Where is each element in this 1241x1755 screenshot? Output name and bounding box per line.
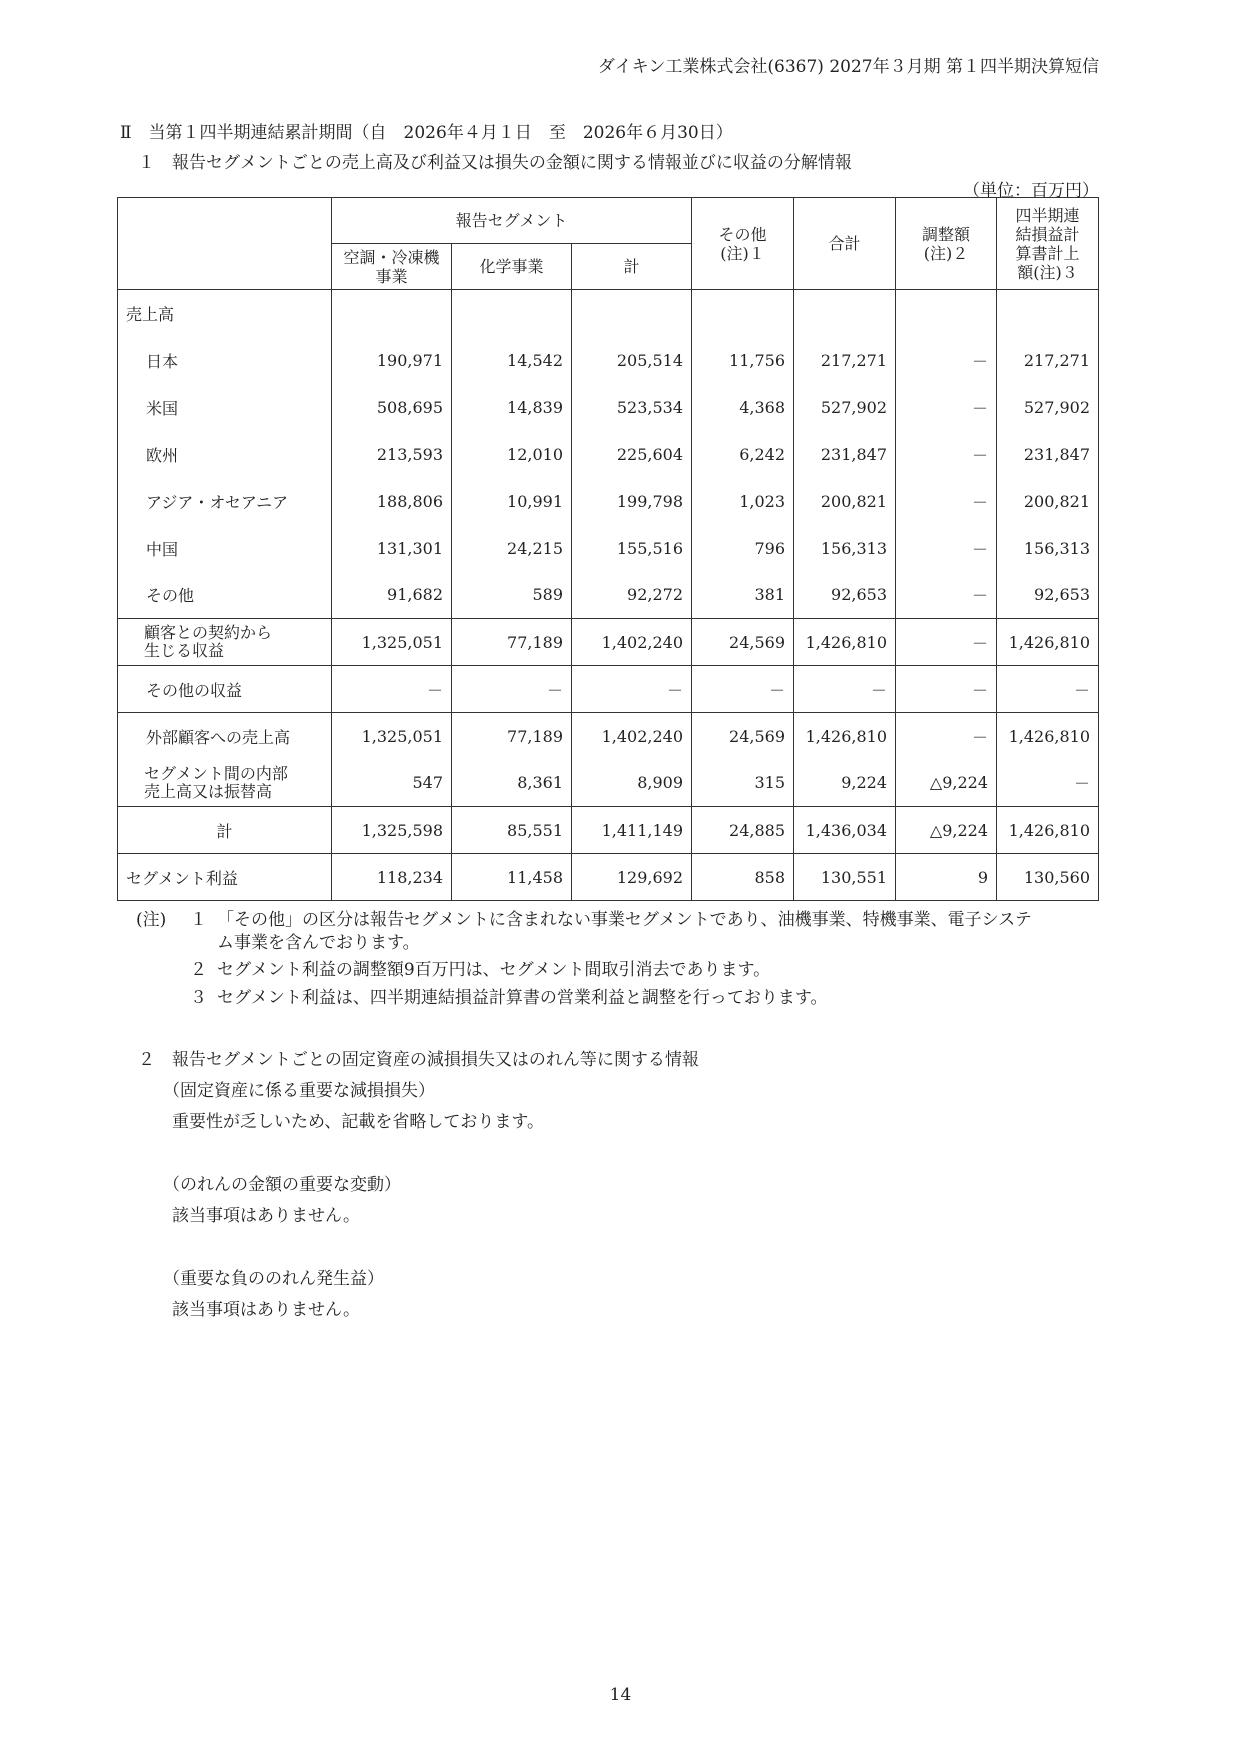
header-total: 合計 <box>794 198 896 290</box>
table-row: 中国 131,301 24,215 155,516 796 156,313 － 156,313 <box>118 525 1099 572</box>
table-row: アジア・オセアニア 188,806 10,991 199,798 1,023 200,821 － 200,821 <box>118 478 1099 525</box>
header-reportable-segment: 報告セグメント <box>332 198 692 244</box>
table-row-segment-profit: セグメント利益 118,234 11,458 129,692 858 130,551 9 130,560 <box>118 854 1099 901</box>
header-adjustment: 調整額 (注)２ <box>896 198 997 290</box>
table-row: その他 91,682 589 92,272 381 92,653 － 92,653 <box>118 572 1099 619</box>
document-header: ダイキン工業株式会社(6367) 2027年３月期 第１四半期決算短信 <box>597 57 1099 77</box>
header-other: その他 (注)１ <box>692 198 794 290</box>
note-1-line-1: 「その他」の区分は報告セグメントに含まれない事業セグメントであり、油機事業、特機事業、電子システ <box>217 910 1032 930</box>
note-3-number: ３ <box>190 988 207 1008</box>
notes-heading: (注) <box>136 910 167 930</box>
table-row-total: 計 1,325,598 85,551 1,411,149 24,885 1,436,034 △9,224 1,426,810 <box>118 807 1099 854</box>
table-row-other-revenue: その他の収益 － － － － － － － <box>118 666 1099 713</box>
unit-label: （単位：百万円） <box>963 181 1099 201</box>
header-segment-subtotal: 計 <box>572 244 692 290</box>
table-row-external-sales: 外部顧客への売上高 1,325,051 77,189 1,402,240 24,569 1,426,810 － 1,426,810 <box>118 713 1099 760</box>
note-3-text: セグメント利益は、四半期連結損益計算書の営業利益と調整を行っております。 <box>217 988 828 1008</box>
section-title: Ⅱ 当第１四半期連結累計期間（自 2026年４月１日 至 2026年６月30日） <box>120 123 733 143</box>
header-blank <box>118 198 332 290</box>
impairment-text: 重要性が乏しいため、記載を省略しております。 <box>172 1112 544 1132</box>
subsection-2-title: ２ 報告セグメントごとの固定資産の減損損失又はのれん等に関する情報 <box>138 1050 699 1070</box>
table-row: 米国 508,695 14,839 523,534 4,368 527,902 － 527,902 <box>118 384 1099 431</box>
note-1-line-2: ム事業を含んでおります。 <box>217 933 420 953</box>
segment-table <box>117 197 1099 901</box>
impairment-heading: （固定資産に係る重要な減損損失） <box>163 1081 435 1101</box>
subsection-1-title: １ 報告セグメントごとの売上高及び利益又は損失の金額に関する情報並びに収益の分解情報 <box>138 153 852 173</box>
header-consolidated: 四半期連 結損益計 算書計上 額(注)３ <box>997 198 1099 290</box>
header-air-conditioning: 空調・冷凍機 事業 <box>332 244 452 290</box>
note-1-number: １ <box>190 910 207 930</box>
negative-goodwill-heading: （重要な負ののれん発生益） <box>163 1269 384 1289</box>
goodwill-text: 該当事項はありません。 <box>172 1206 361 1226</box>
table-row-intersegment: セグメント間の内部 売上高又は振替高 547 8,361 8,909 315 9,224 △9,224 － <box>118 760 1099 807</box>
goodwill-heading: （のれんの金額の重要な変動） <box>163 1175 401 1195</box>
row-label-sales: 売上高 <box>118 290 332 337</box>
note-2-number: ２ <box>190 960 207 980</box>
negative-goodwill-text: 該当事項はありません。 <box>172 1300 361 1320</box>
table-row-contract-revenue: 顧客との契約から 生じる収益 1,325,051 77,189 1,402,240 24,569 1,426,810 － 1,426,810 <box>118 619 1099 666</box>
table-row: 欧州 213,593 12,010 225,604 6,242 231,847 － 231,847 <box>118 431 1099 478</box>
page-number: 14 <box>609 1685 632 1705</box>
table-row: 日本 190,971 14,542 205,514 11,756 217,271 － 217,271 <box>118 337 1099 384</box>
note-2-text: セグメント利益の調整額9百万円は、セグメント間取引消去であります。 <box>217 960 771 980</box>
header-chemicals: 化学事業 <box>452 244 572 290</box>
